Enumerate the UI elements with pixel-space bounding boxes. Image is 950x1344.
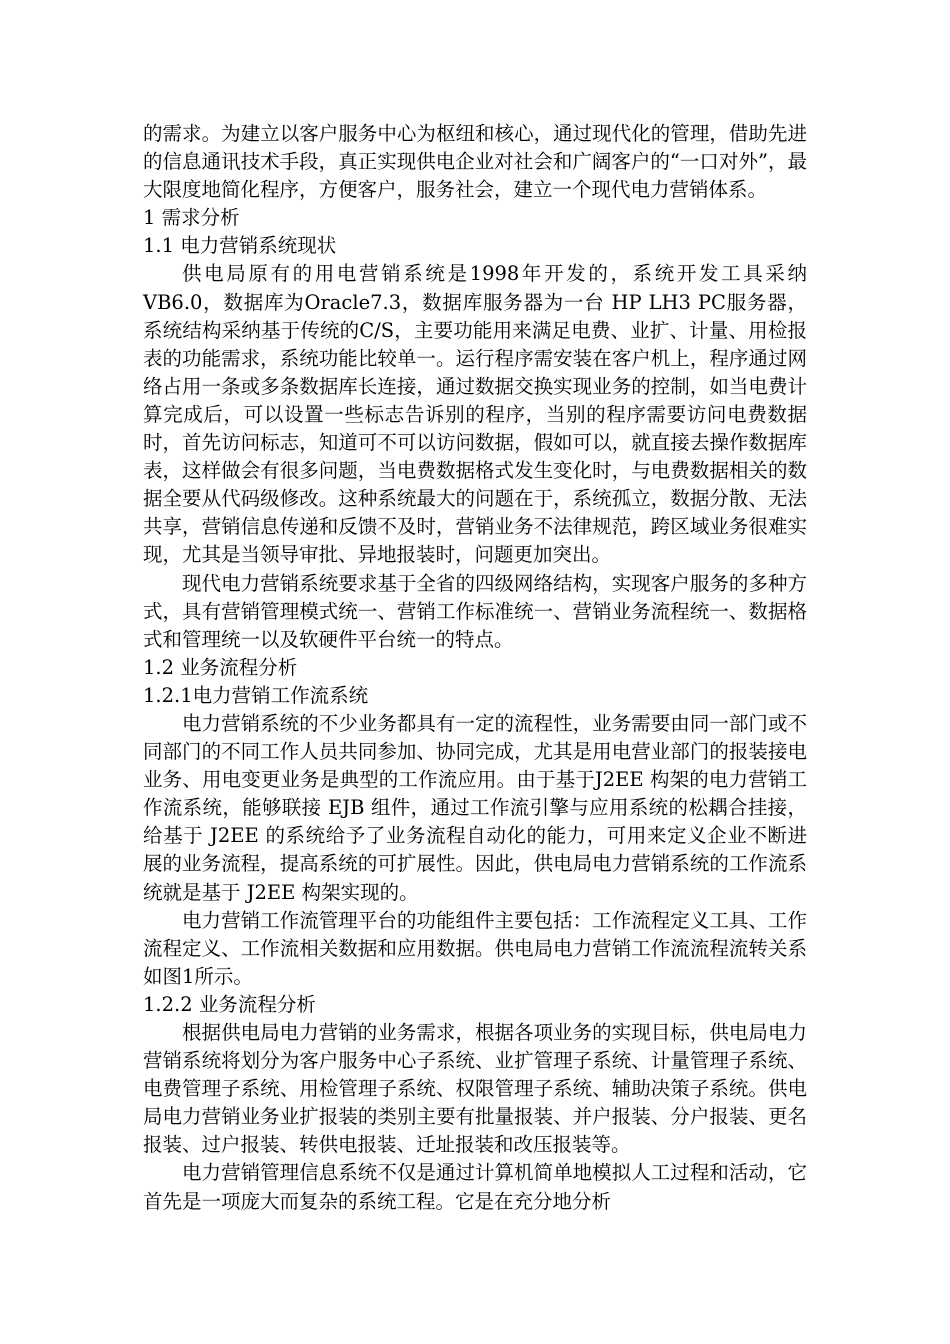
subsubsection-heading-workflow: 1.2.1电力营销工作流系统: [143, 683, 369, 707]
paragraph-subsystems: 根据供电局电力营销的业务需求，根据各项业务的实现目标，供电局电力营销系统将划分为客户服务中心子系统、业扩管理子系统、计量管理子系统、电费管理子系统、用检管理子系统、权限管理子系统、辅助决策子系统。供电局电力营销业务业扩报装的类别主要有批量报装、并户报装、分户报装、更名报装、过户报装、转供电报装、迁址报装和改压报装等。: [143, 1021, 807, 1157]
document-page: [143, 120, 807, 1216]
section-heading-requirements: 1 需求分析: [143, 206, 240, 230]
paragraph-continuation: 的需求。为建立以客户服务中心为枢纽和核心，通过现代化的管理，借助先进的信息通讯技术手段，真正实现供电企业对社会和广阔客户的“一口对外”，最大限度地简化程序，方便客户，服务社会，建立一个现代电力营销体系。: [143, 122, 807, 202]
subsubsection-heading-process-analysis: 1.2.2 业务流程分析: [143, 992, 316, 1016]
subsection-heading-status: 1.1 电力营销系统现状: [143, 234, 337, 258]
paragraph-workflow-platform: 电力营销工作流管理平台的功能组件主要包括：工作流程定义工具、工作流程定义、工作流相关数据和应用数据。供电局电力营销工作流流程流转关系如图1所示。: [143, 908, 807, 988]
paragraph-workflow: 电力营销系统的不少业务都具有一定的流程性，业务需要由同一部门或不同部门的不同工作人员共同参加、协同完成，尤其是用电营业部门的报装接电业务、用电变更业务是典型的工作流应用。由于基于J2EE 构架的电力营销工作流系统，能够联接 EJB 组件，通过工作流引擎与应用系统的松耦合挂接，给基于 J2EE 的系统给予了业务流程自动化的能力，可用来定义企业不断进展的业务流程，提高系统的可扩展性。因此，供电局电力营销系统的工作流系统就是基于 J2EE 构架实现的。: [143, 711, 807, 904]
paragraph-original-system: 供电局原有的用电营销系统是1998年开发的，系统开发工具采纳VB6.0，数据库为Oracle7.3，数据库服务器为一台 HP LH3 PC服务器，系统结构采纳基于传统的C/S，主要功能用来满足电费、业扩、计量、用检报表的功能需求，系统功能比较单一。运行程序需安装在客户机上，程序通过网络占用一条或多条数据库长连接，通过数据交换实现业务的控制，如当电费计算完成后，可以设置一些标志告诉别的程序，当别的程序需要访问电费数据时，首先访问标志，知道可不可以访问数据，假如可以，就直接去操作数据库表，这样做会有很多问题，当电费数据格式发生变化时，与电费数据相关的数据全要从代码级修改。这种系统最大的问题在于，系统孤立，数据分散、无法共享，营销信息传递和反馈不及时，营销业务不法律规范，跨区域业务很难实现，尤其是当领导审批、异地报装时，问题更加突出。: [143, 262, 807, 567]
paragraph-mis: 电力营销管理信息系统不仅是通过计算机简单地模拟人工过程和活动，它首先是一项庞大而复杂的系统工程。它是在充分地分析: [143, 1161, 807, 1213]
subsection-heading-process: 1.2 业务流程分析: [143, 655, 298, 679]
paragraph-modern-system: 现代电力营销系统要求基于全省的四级网络结构，实现客户服务的多种方式，具有营销管理模式统一、营销工作标准统一、营销业务流程统一、数据格式和管理统一以及软硬件平台统一的特点。: [143, 571, 807, 651]
